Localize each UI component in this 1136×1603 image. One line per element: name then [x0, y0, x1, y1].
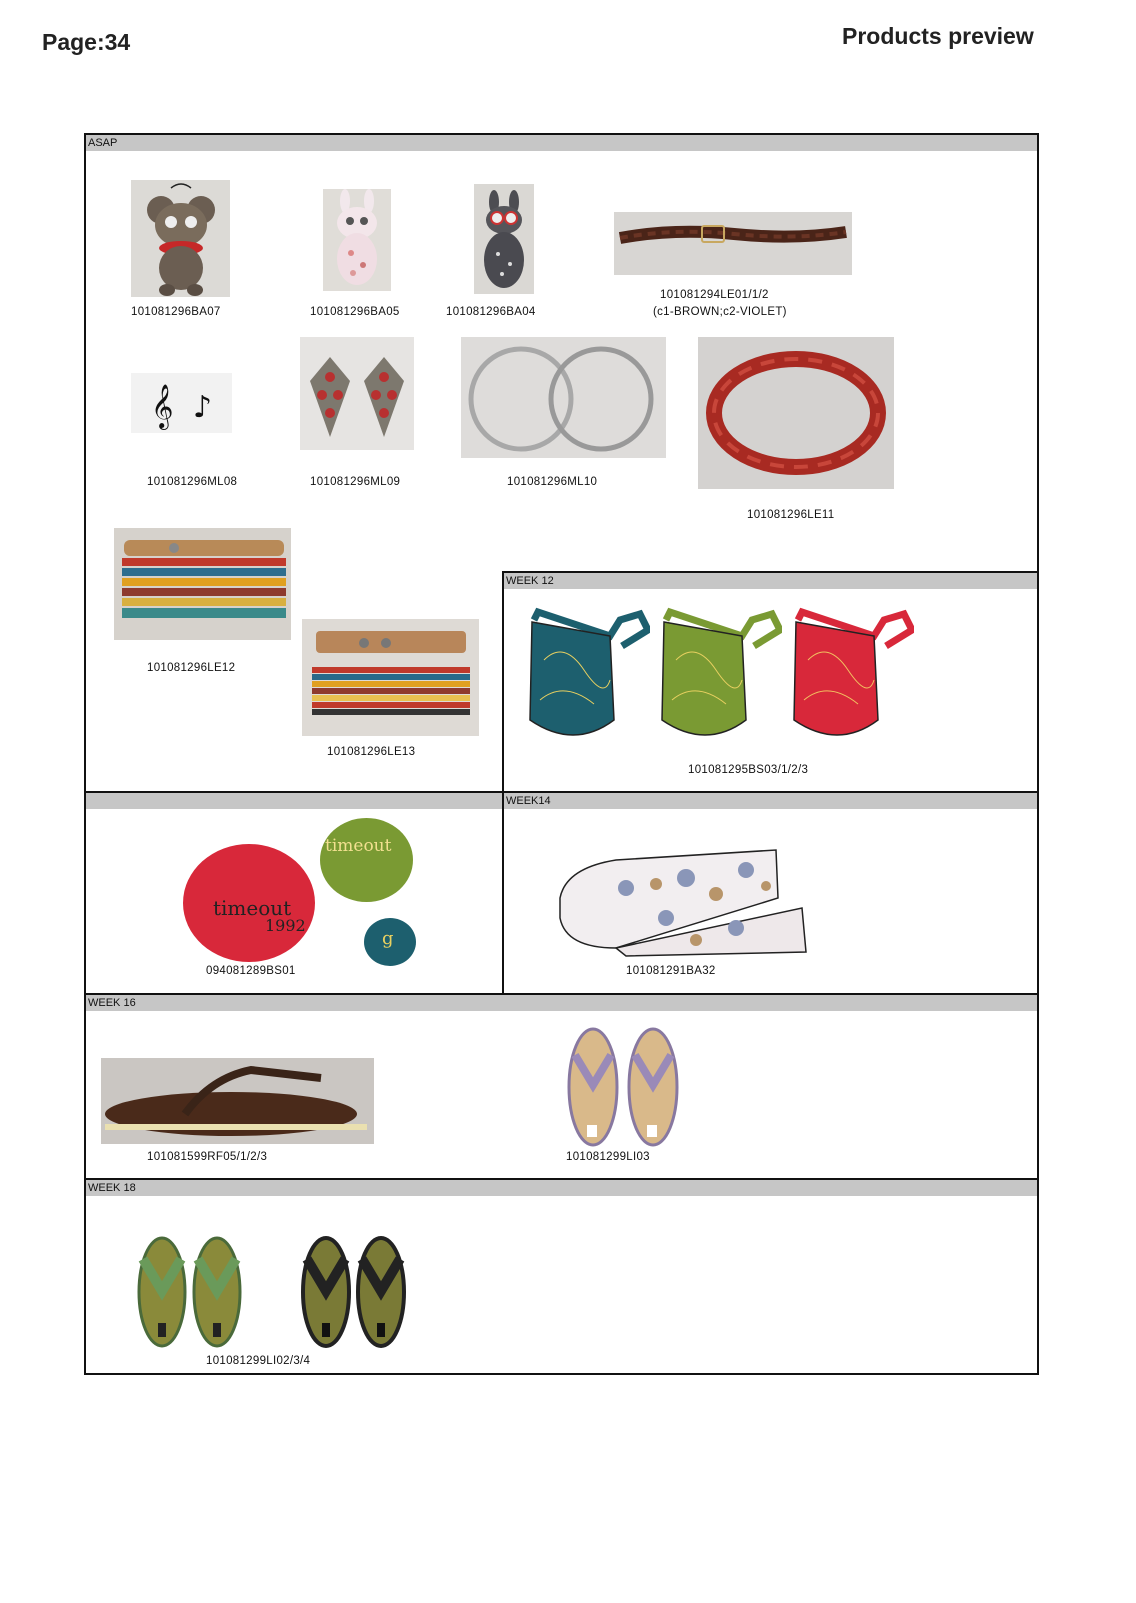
section-bar-row3-left — [86, 793, 502, 809]
badge-print-text: timeout — [325, 836, 392, 856]
product-image-plush-bear — [131, 180, 230, 297]
product-code: 094081289BS01 — [206, 965, 296, 977]
product-image-badge-red — [183, 844, 315, 962]
product-code: 101081296LE12 — [147, 662, 236, 674]
product-code: 101081599RF05/1/2/3 — [147, 1151, 268, 1163]
section-bar-week16: WEEK 16 — [86, 995, 1037, 1011]
svg-text:♪: ♪ — [193, 390, 213, 425]
product-code: 101081296ML08 — [147, 476, 238, 488]
product-image-badge-green — [320, 818, 413, 902]
product-image-drop-earrings — [300, 337, 414, 450]
product-code: 101081296ML09 — [310, 476, 401, 488]
product-image-bag-red — [788, 600, 914, 746]
product-code: 101081296ML10 — [507, 476, 598, 488]
product-image-floral-sleeve — [556, 848, 810, 958]
product-image-striped-bracelet — [302, 619, 479, 736]
product-code: 101081296BA05 — [310, 306, 400, 318]
product-image-green-flipflops — [137, 1235, 242, 1349]
product-image-hoop-earrings — [461, 337, 666, 458]
badge-print-text: timeout — [213, 896, 292, 920]
product-code: 101081296BA07 — [131, 306, 221, 318]
product-image-braided-bracelet-red — [698, 337, 894, 489]
product-image-brown-flipflop — [101, 1058, 374, 1144]
product-image-braided-belt — [614, 212, 852, 275]
product-image-plush-rabbit — [323, 189, 391, 291]
section-bar-week14: WEEK14 — [504, 793, 1037, 809]
product-image-bag-teal — [524, 600, 650, 746]
product-image-plush-rabbit-dark — [474, 184, 534, 294]
product-image-badge-teal — [364, 918, 416, 966]
divider-week12-left — [502, 571, 504, 994]
badge-print-text: g — [382, 928, 394, 949]
product-image-bag-green — [656, 600, 782, 746]
page-title: Products preview — [842, 23, 1034, 49]
product-image-plaid-flipflops — [565, 1025, 681, 1149]
product-image-layered-bracelet — [114, 528, 291, 640]
product-image-black-flipflops — [301, 1235, 406, 1349]
badge-year-text: 1992 — [265, 916, 306, 935]
product-code: 101081294LE01/1/2 — [660, 289, 769, 301]
svg-text:𝄞: 𝄞 — [151, 384, 174, 428]
section-bar-asap: ASAP — [86, 135, 1037, 151]
section-bar-week12: WEEK 12 — [504, 573, 1037, 589]
product-code: 101081299LI03 — [566, 1151, 650, 1163]
product-image-music-earrings — [131, 373, 232, 433]
page-number: Page:34 — [42, 29, 131, 55]
product-colors: (c1-BROWN;c2-VIOLET) — [653, 306, 787, 318]
product-code: 101081296LE13 — [327, 746, 416, 758]
product-code: 101081295BS03/1/2/3 — [688, 764, 809, 776]
section-bar-week18: WEEK 18 — [86, 1180, 1037, 1196]
product-code: 101081296BA04 — [446, 306, 536, 318]
product-code: 101081291BA32 — [626, 965, 716, 977]
product-code: 101081299LI02/3/4 — [206, 1355, 311, 1367]
product-code: 101081296LE11 — [747, 509, 835, 521]
